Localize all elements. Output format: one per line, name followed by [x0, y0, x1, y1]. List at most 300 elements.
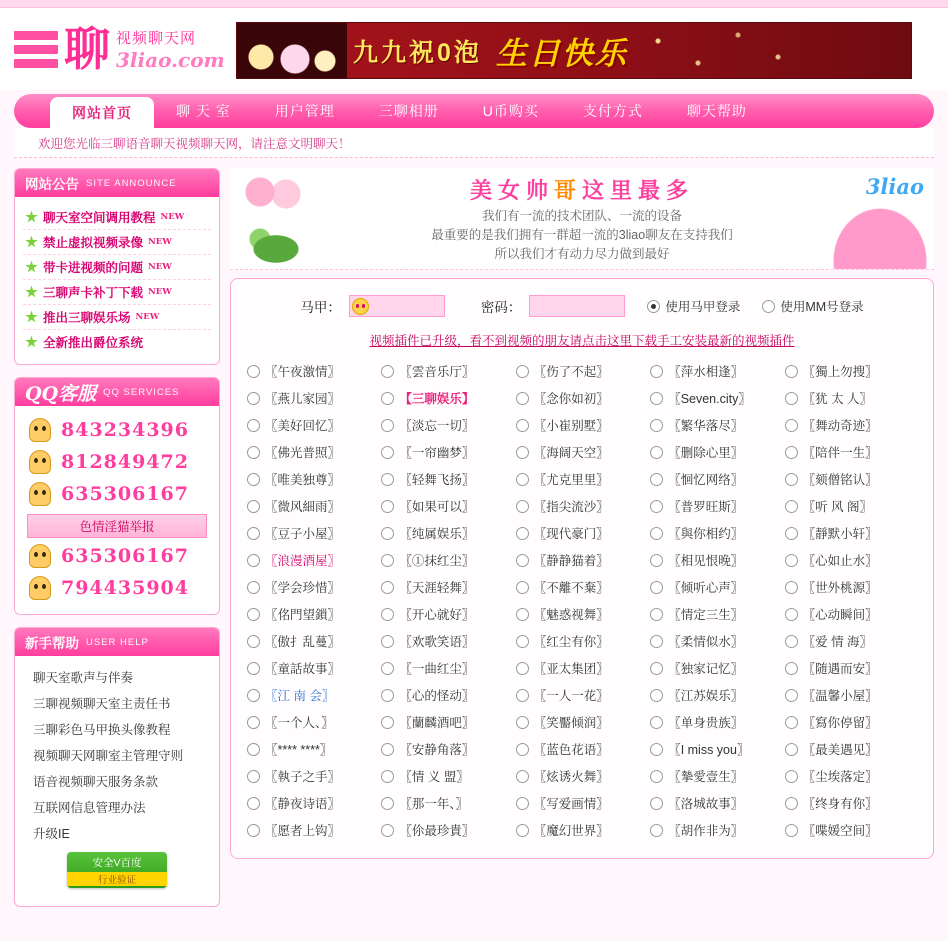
chatroom-item[interactable] [650, 359, 782, 383]
chatroom-item[interactable] [650, 467, 782, 491]
chatroom-radio[interactable] [247, 392, 260, 405]
announcement-list [15, 197, 219, 364]
logo-title-cn: 视频聊天网 [116, 29, 197, 47]
chatroom-radio[interactable] [247, 797, 260, 810]
login-card [230, 278, 934, 859]
chatroom-item[interactable] [516, 467, 648, 491]
announcement-link[interactable]: 三聊声卡补丁下载 [43, 286, 144, 300]
chatroom-item[interactable] [785, 629, 917, 653]
chatroom-item[interactable] [516, 656, 648, 680]
chatroom-radio[interactable] [650, 689, 663, 702]
chatroom-radio[interactable] [247, 419, 260, 432]
chatroom-radio[interactable] [516, 419, 529, 432]
announcement-link[interactable]: 带卡进视频的问题 [43, 261, 144, 275]
chatroom-item[interactable] [650, 413, 782, 437]
radio-avatar-label: 使用马甲登录 [665, 300, 741, 314]
chatroom-radio[interactable] [381, 824, 394, 837]
announcement-title-cn: 网站公告 [25, 177, 79, 192]
chatroom-item[interactable] [516, 818, 648, 842]
login-mode-avatar[interactable] [647, 297, 740, 315]
chatroom-label: 〖静静猫着〗 [533, 554, 609, 568]
chatroom-item[interactable] [785, 467, 917, 491]
list-item[interactable] [23, 414, 211, 446]
chatroom-label: 〖写爱画情〗 [533, 797, 609, 811]
chatroom-radio[interactable] [247, 824, 260, 837]
chatroom-item[interactable] [785, 710, 917, 734]
chatroom-item[interactable] [650, 548, 782, 572]
chatroom-label: 〖情 义 盟〗 [399, 770, 469, 784]
chatroom-radio[interactable] [650, 527, 663, 540]
chatroom-label: 〖亚太集团〗 [533, 662, 609, 676]
chatroom-item[interactable] [381, 791, 513, 815]
chatroom-radio[interactable] [381, 527, 394, 540]
chatroom-radio[interactable] [516, 689, 529, 702]
chatroom-item[interactable] [785, 413, 917, 437]
radio-avatar-login[interactable] [647, 300, 660, 313]
avatar-input[interactable] [349, 295, 445, 317]
chatroom-item[interactable] [247, 494, 379, 518]
list-item[interactable] [23, 572, 211, 604]
chatroom-item[interactable] [785, 386, 917, 410]
promo-lines [230, 207, 934, 264]
chatroom-item[interactable] [247, 602, 379, 626]
chatroom-label: 〖一人一花〗 [533, 689, 609, 703]
report-button[interactable]: 色情淫猫举报 [27, 514, 207, 538]
chatroom-radio[interactable] [381, 770, 394, 783]
chatroom-item[interactable] [381, 737, 513, 761]
chatroom-radio[interactable] [785, 554, 798, 567]
chatroom-radio[interactable] [381, 365, 394, 378]
chatroom-item[interactable] [516, 764, 648, 788]
help-panel-header [15, 628, 219, 656]
chatroom-radio[interactable] [381, 419, 394, 432]
chatroom-radio[interactable] [247, 500, 260, 513]
chatroom-item[interactable] [650, 440, 782, 464]
chatroom-item[interactable] [650, 629, 782, 653]
chatroom-label: 〖燕儿家园〗 [265, 392, 341, 406]
chatroom-item[interactable] [381, 494, 513, 518]
chatroom-radio[interactable] [381, 716, 394, 729]
nav-item-album[interactable]: 三聊相册 [378, 103, 439, 119]
chatroom-radio[interactable] [247, 635, 260, 648]
chatroom-radio[interactable] [650, 365, 663, 378]
chatroom-item[interactable] [381, 467, 513, 491]
chatroom-label: 〖笑靨倾润〗 [533, 716, 609, 730]
chatroom-radio[interactable] [247, 743, 260, 756]
chatroom-radio[interactable] [516, 797, 529, 810]
announcement-panel [14, 168, 220, 365]
chatroom-item[interactable] [650, 710, 782, 734]
list-item[interactable] [23, 540, 211, 572]
chatroom-label: 〖Seven.city〗 [668, 392, 751, 406]
chatroom-item[interactable] [516, 548, 648, 572]
chatroom-radio[interactable] [247, 716, 260, 729]
nav-item-payment[interactable]: 支付方式 [582, 103, 643, 119]
chatroom-item[interactable] [381, 359, 513, 383]
chatroom-radio[interactable] [516, 824, 529, 837]
announcement-link[interactable]: 推出三聊娱乐场 [43, 311, 131, 325]
nav-item-buy-coins[interactable]: U币购买 [482, 103, 539, 119]
chatroom-label: 〖相见恨晚〗 [668, 554, 744, 568]
chatroom-label: 〖温馨小屋〗 [802, 689, 878, 703]
chatroom-radio[interactable] [785, 797, 798, 810]
chatroom-label: 〖那一年、〗 [399, 797, 469, 811]
chatroom-item[interactable] [785, 737, 917, 761]
chatroom-label: 〖删除心里〗 [668, 446, 744, 460]
chatroom-item[interactable] [516, 629, 648, 653]
chatroom-item[interactable] [785, 791, 917, 815]
chatroom-radio[interactable] [516, 500, 529, 513]
chatroom-radio[interactable] [785, 635, 798, 648]
chatroom-label: 〖傲扌乱蔓〗 [265, 635, 341, 649]
chatroom-item[interactable] [381, 602, 513, 626]
chatroom-label: 〖纯属娱乐〗 [399, 527, 475, 541]
chatroom-item[interactable] [650, 386, 782, 410]
chatroom-item[interactable] [516, 791, 648, 815]
chatroom-label: 〖**** ****〗 [265, 743, 333, 757]
chatroom-radio[interactable] [650, 716, 663, 729]
help-link[interactable]: 聊天室歌声与伴奏 [33, 671, 134, 685]
chatroom-radio[interactable] [650, 608, 663, 621]
chatroom-label: 〖安静角落〗 [399, 743, 475, 757]
promo-banner[interactable] [236, 22, 912, 79]
chatroom-radio[interactable] [785, 392, 798, 405]
chatroom-label: 〖学会珍惜〗 [265, 581, 341, 595]
chatroom-radio[interactable] [650, 473, 663, 486]
chatroom-radio[interactable] [516, 743, 529, 756]
chatroom-label: 〖一帘幽梦〗 [399, 446, 475, 460]
chatroom-item[interactable] [650, 683, 782, 707]
login-mode-mm[interactable] [762, 297, 863, 315]
chatroom-label: 〖静夜诗语〗 [265, 797, 341, 811]
nav-item-user-management[interactable]: 用户管理 [274, 103, 335, 119]
chatroom-label: 〖喋媛空间〗 [802, 824, 878, 838]
chatroom-item[interactable] [247, 710, 379, 734]
chatroom-radio[interactable] [650, 554, 663, 567]
chatroom-radio[interactable] [785, 581, 798, 594]
list-item[interactable] [23, 255, 211, 280]
chatroom-radio[interactable] [381, 554, 394, 567]
chatroom-item[interactable] [650, 818, 782, 842]
list-item[interactable] [23, 280, 211, 305]
chatroom-radio[interactable] [381, 473, 394, 486]
chatroom-radio[interactable] [381, 797, 394, 810]
site-logo[interactable] [14, 22, 226, 76]
chatroom-label: 〖淡忘一切〗 [399, 419, 475, 433]
chatroom-radio[interactable] [247, 527, 260, 540]
chatroom-radio[interactable] [516, 365, 529, 378]
chatroom-item[interactable] [516, 440, 648, 464]
chatroom-label: 〖普罗旺斯〗 [668, 500, 744, 514]
chatroom-radio[interactable] [381, 743, 394, 756]
chatroom-radio[interactable] [785, 473, 798, 486]
chatroom-radio[interactable] [381, 446, 394, 459]
chatroom-item[interactable] [381, 575, 513, 599]
chatroom-item[interactable] [785, 683, 917, 707]
birthday-cake-icon [237, 23, 347, 78]
qq-service-panel [14, 377, 220, 615]
chatroom-radio[interactable] [785, 716, 798, 729]
chatroom-radio[interactable] [785, 743, 798, 756]
chatroom-radio[interactable] [381, 392, 394, 405]
chatroom-radio[interactable] [650, 824, 663, 837]
chatroom-item[interactable] [247, 764, 379, 788]
help-link[interactable]: 三聊彩色马甲换头像教程 [33, 723, 171, 737]
chatroom-radio[interactable] [785, 608, 798, 621]
chatroom-radio[interactable] [650, 662, 663, 675]
chatroom-item[interactable] [785, 656, 917, 680]
chatroom-radio[interactable] [516, 770, 529, 783]
chatroom-item[interactable] [247, 737, 379, 761]
chatroom-radio[interactable] [650, 743, 663, 756]
qq-penguin-icon [29, 576, 51, 600]
chatroom-item[interactable] [247, 818, 379, 842]
chatroom-item[interactable] [785, 440, 917, 464]
turtle-illustration [242, 227, 312, 267]
chatroom-item[interactable] [650, 494, 782, 518]
chatroom-item[interactable] [381, 818, 513, 842]
chatroom-radio[interactable] [516, 662, 529, 675]
chatroom-label: 〖寫你停留〗 [802, 716, 878, 730]
chatroom-radio[interactable] [785, 527, 798, 540]
new-badge: NEW [148, 287, 172, 297]
chatroom-item[interactable] [381, 548, 513, 572]
chatroom-item[interactable] [650, 656, 782, 680]
help-link[interactable]: 语音视频聊天服务条款 [33, 775, 159, 789]
chatroom-item[interactable] [381, 521, 513, 545]
chatroom-item[interactable] [516, 494, 648, 518]
chatroom-radio[interactable] [650, 419, 663, 432]
chatroom-radio[interactable] [247, 608, 260, 621]
chatroom-radio[interactable] [247, 770, 260, 783]
welcome-message: 欢迎您光临三聊语音聊天视频聊天网，请注意文明聊天！ [14, 128, 934, 158]
chatroom-item[interactable] [785, 575, 917, 599]
chatroom-item[interactable] [381, 764, 513, 788]
chatroom-radio[interactable] [785, 419, 798, 432]
chatroom-label: 【三聊娱乐】 [399, 392, 475, 406]
chatroom-radio[interactable] [516, 392, 529, 405]
chatroom-label: 〖炫诱火舞〗 [533, 770, 609, 784]
chatroom-label: 〖世外桃源〗 [802, 581, 878, 595]
chatroom-radio[interactable] [516, 527, 529, 540]
chatroom-radio[interactable] [247, 689, 260, 702]
chatroom-label: 〖繁华落尽〗 [668, 419, 744, 433]
chatroom-item[interactable] [516, 737, 648, 761]
list-item[interactable] [23, 330, 211, 354]
chatroom-item[interactable] [516, 683, 648, 707]
chatroom-item[interactable] [650, 575, 782, 599]
radio-mm-login[interactable] [762, 300, 775, 313]
banner-text-2: 生日快乐 [495, 36, 628, 72]
chatroom-radio[interactable] [516, 473, 529, 486]
chatroom-label: 〖獨上勿搜〗 [802, 365, 878, 379]
chatroom-radio[interactable] [381, 662, 394, 675]
chatroom-label: 〖萍水相逢〗 [668, 365, 744, 379]
chatroom-label: 〖童話故事〗 [265, 662, 341, 676]
chatroom-item[interactable] [516, 602, 648, 626]
chatroom-item[interactable] [650, 737, 782, 761]
chatroom-label: 〖執子之手〗 [265, 770, 341, 784]
list-item[interactable] [23, 446, 211, 478]
chatroom-radio[interactable] [785, 365, 798, 378]
chatroom-item[interactable] [785, 764, 917, 788]
chatroom-item[interactable] [247, 575, 379, 599]
chatroom-radio[interactable] [785, 446, 798, 459]
umbrella-illustration [832, 207, 928, 269]
star-icon [25, 336, 38, 349]
chatroom-radio[interactable] [650, 635, 663, 648]
chatroom-radio[interactable] [247, 365, 260, 378]
chatroom-label: 〖江 南 会〗 [265, 689, 335, 703]
chatroom-radio[interactable] [516, 635, 529, 648]
chatroom-radio[interactable] [785, 824, 798, 837]
verification-badge[interactable] [67, 852, 167, 888]
list-item[interactable] [23, 305, 211, 330]
chatroom-item[interactable] [516, 575, 648, 599]
chatroom-radio[interactable] [381, 635, 394, 648]
chatroom-item[interactable] [381, 629, 513, 653]
chatroom-radio[interactable] [247, 446, 260, 459]
list-item[interactable] [23, 205, 211, 230]
list-item[interactable] [23, 230, 211, 255]
list-item[interactable] [23, 478, 211, 510]
logo-character: 聊 [64, 22, 110, 76]
chatroom-item[interactable] [650, 602, 782, 626]
new-badge: NEW [148, 237, 172, 247]
slogan-part-3: 这里最多 [582, 178, 695, 204]
chatroom-item[interactable] [516, 386, 648, 410]
chatroom-item[interactable] [381, 683, 513, 707]
star-icon [25, 211, 38, 224]
chatroom-item[interactable] [650, 764, 782, 788]
chatroom-item[interactable] [381, 710, 513, 734]
chatroom-radio[interactable] [247, 581, 260, 594]
new-badge: NEW [135, 312, 160, 322]
chatroom-label: 〖摯愛壹生〗 [668, 770, 744, 784]
qq-panel-header [15, 378, 219, 406]
promo-line-2: 最重要的是我们拥有一群超一流的3liao聊友在支持我们 [431, 228, 733, 242]
chatroom-radio[interactable] [650, 500, 663, 513]
chatroom-radio[interactable] [381, 608, 394, 621]
qq-number[interactable]: 843234396 [61, 419, 189, 441]
chatroom-radio[interactable] [381, 581, 394, 594]
chatroom-radio[interactable] [516, 554, 529, 567]
qq-number[interactable]: 635306167 [61, 545, 189, 567]
announcement-link[interactable]: 全新推出爵位系统 [43, 336, 144, 350]
chatroom-label: 〖陪伴一生〗 [802, 446, 878, 460]
chatroom-label: 〖现代豪门〗 [533, 527, 609, 541]
help-link[interactable]: 视频聊天网聊室主管理守则 [33, 749, 184, 763]
chatroom-item[interactable] [247, 791, 379, 815]
help-link[interactable]: 三聊视频聊天室主责任书 [33, 697, 171, 711]
chatroom-radio[interactable] [650, 797, 663, 810]
nav-item-home[interactable]: 网站首页 [50, 97, 154, 128]
chatroom-item[interactable] [516, 413, 648, 437]
chatroom-label: 〖一曲红尘〗 [399, 662, 475, 676]
chatroom-label: 〖天涯轻舞〗 [399, 581, 475, 595]
chatroom-item[interactable] [785, 359, 917, 383]
help-link-list [15, 656, 219, 906]
chatroom-item[interactable] [381, 386, 513, 410]
chatroom-item[interactable] [381, 413, 513, 437]
chatroom-radio[interactable] [247, 554, 260, 567]
slogan-part-1: 美女帅 [469, 178, 554, 204]
chatroom-item[interactable] [785, 548, 917, 572]
qq-number[interactable]: 794435904 [61, 577, 189, 599]
plugin-download-link[interactable]: 视频插件已升级，看不到视频的朋友请点击这里下载手工安装最新的视频插件 [369, 334, 795, 348]
chatroom-radio[interactable] [247, 473, 260, 486]
announcement-link[interactable]: 聊天室空间调用教程 [43, 211, 156, 225]
chatroom-label: 〖①抹红尘〗 [399, 554, 475, 568]
nav-item-chat-help[interactable]: 聊天帮助 [686, 103, 747, 119]
chatroom-label: 〖指尖流沙〗 [533, 500, 609, 514]
chatroom-item[interactable] [516, 521, 648, 545]
chatroom-item[interactable] [247, 386, 379, 410]
site-header [0, 8, 948, 90]
chatroom-item[interactable] [785, 818, 917, 842]
chatroom-radio[interactable] [650, 770, 663, 783]
chatroom-item[interactable] [650, 791, 782, 815]
new-badge: NEW [148, 262, 172, 272]
chatroom-item[interactable] [381, 656, 513, 680]
chatroom-item[interactable] [247, 629, 379, 653]
chatroom-item[interactable] [650, 521, 782, 545]
announcement-link[interactable]: 禁止虚拟视频录像 [43, 236, 144, 250]
chatroom-radio[interactable] [516, 446, 529, 459]
chatroom-label: 〖胡作非为〗 [668, 824, 744, 838]
chatroom-radio[interactable] [247, 662, 260, 675]
chatroom-item[interactable] [247, 683, 379, 707]
chatroom-item[interactable] [247, 656, 379, 680]
nav-item-chatroom[interactable]: 聊 天 室 [176, 103, 231, 119]
chatroom-radio[interactable] [785, 500, 798, 513]
password-input[interactable] [529, 295, 625, 317]
chatroom-radio[interactable] [785, 770, 798, 783]
avatar-label: 马甲： [300, 300, 341, 315]
chatroom-item[interactable] [785, 494, 917, 518]
chatroom-item[interactable] [247, 413, 379, 437]
chatroom-item[interactable] [247, 548, 379, 572]
password-label: 密码： [480, 300, 522, 315]
chatroom-item[interactable] [247, 359, 379, 383]
help-link[interactable]: 互联网信息管理办法 [33, 801, 146, 815]
chatroom-item[interactable] [247, 521, 379, 545]
qq-number-list [15, 406, 219, 614]
chatroom-radio[interactable] [516, 581, 529, 594]
chatroom-radio[interactable] [516, 716, 529, 729]
chatroom-radio[interactable] [785, 689, 798, 702]
chatroom-item[interactable] [785, 602, 917, 626]
chatroom-radio[interactable] [785, 662, 798, 675]
chatroom-radio[interactable] [650, 581, 663, 594]
help-link[interactable]: 升级IE [33, 827, 70, 841]
chatroom-item[interactable] [247, 467, 379, 491]
chatroom-radio[interactable] [516, 608, 529, 621]
chatroom-radio[interactable] [650, 392, 663, 405]
chatroom-item[interactable] [516, 710, 648, 734]
chatroom-radio[interactable] [650, 446, 663, 459]
chatroom-label: 〖魅惑视舞〗 [533, 608, 609, 622]
qq-number[interactable]: 635306167 [61, 483, 189, 505]
chatroom-radio[interactable] [381, 689, 394, 702]
chatroom-item[interactable] [381, 440, 513, 464]
chatroom-item[interactable] [247, 440, 379, 464]
chatroom-item[interactable] [785, 521, 917, 545]
chatroom-item[interactable] [516, 359, 648, 383]
main-content [230, 168, 934, 859]
qq-number[interactable]: 812849472 [61, 451, 189, 473]
chatroom-radio[interactable] [381, 500, 394, 513]
